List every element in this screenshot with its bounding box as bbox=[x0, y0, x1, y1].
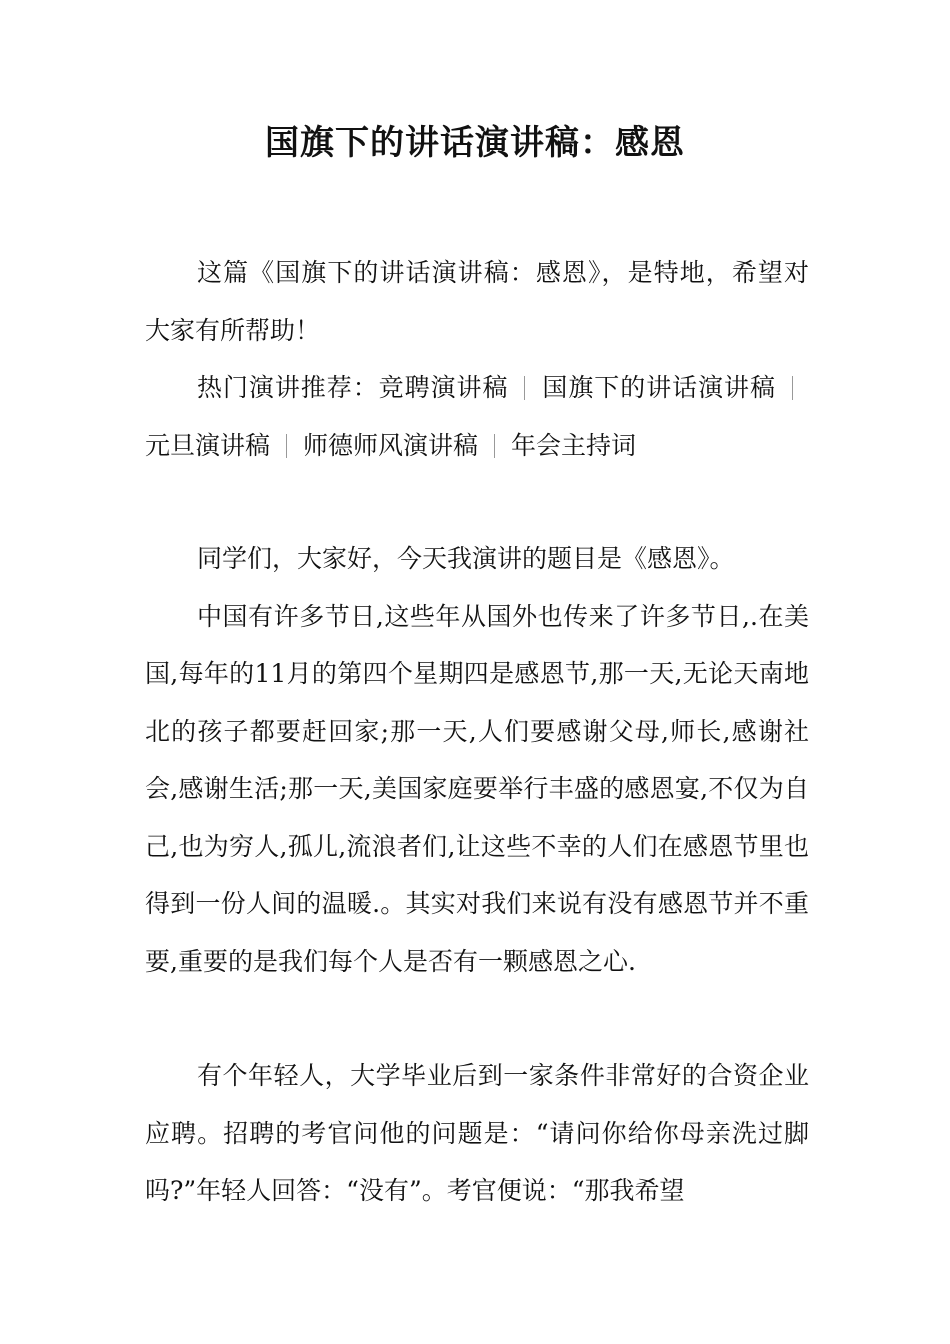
intro-section bbox=[145, 244, 809, 359]
greeting-section bbox=[145, 530, 809, 990]
body-paragraph: 有个年轻人，大学毕业后到一家条件非常好的合资企业应聘。招聘的考官问他的问题是：“请问你给你母亲洗过脚吗?”年轻人回答：“没有”。考官便说：“那我希望 bbox=[145, 1061, 809, 1205]
story-section bbox=[145, 1047, 809, 1220]
intro-paragraph: 这篇《国旗下的讲话演讲稿：感恩》，是特地，希望对大家有所帮助！ bbox=[145, 258, 809, 345]
body-paragraph: 同学们，大家好，今天我演讲的题目是《感恩》。 bbox=[197, 544, 735, 573]
link-separator bbox=[792, 376, 793, 400]
hot-link-guoqixia[interactable]: 国旗下的讲话演讲稿 bbox=[541, 373, 776, 402]
hot-recommend-paragraph bbox=[145, 359, 809, 474]
hot-link-nianhui[interactable]: 年会主持词 bbox=[511, 430, 637, 460]
document-title: 国旗下的讲话演讲稿：感恩 bbox=[265, 123, 685, 163]
hot-link-yuandan[interactable]: 元旦演讲稿 bbox=[145, 430, 271, 460]
hot-recommend-section bbox=[145, 359, 809, 474]
link-separator bbox=[494, 434, 495, 458]
link-separator bbox=[524, 376, 525, 400]
hot-link-jingpin[interactable]: 竞聘演讲稿 bbox=[378, 373, 509, 402]
hot-link-shide[interactable]: 师德师风演讲稿 bbox=[303, 430, 479, 460]
hot-recommend-label: 热门演讲推荐： bbox=[197, 373, 379, 402]
body-paragraph: 中国有许多节日,这些年从国外也传来了许多节日,.在美国,每年的11月的第四个星期四是感恩节,那一天,无论天南地北的孩子都要赶回家;那一天,人们要感谢父母,师长,感谢社会,感谢生活;那一天,美国家庭要举行丰盛的感恩宴,不仅为自己,也为穷人,孤儿,流浪者们,让这些不幸的人们在感恩节里也得到一份人间的温暖.。其实对我们来说有没有感恩节并不重要,重要的是我们每个人是否有一颗感恩之心. bbox=[145, 601, 809, 976]
link-separator bbox=[286, 434, 287, 458]
